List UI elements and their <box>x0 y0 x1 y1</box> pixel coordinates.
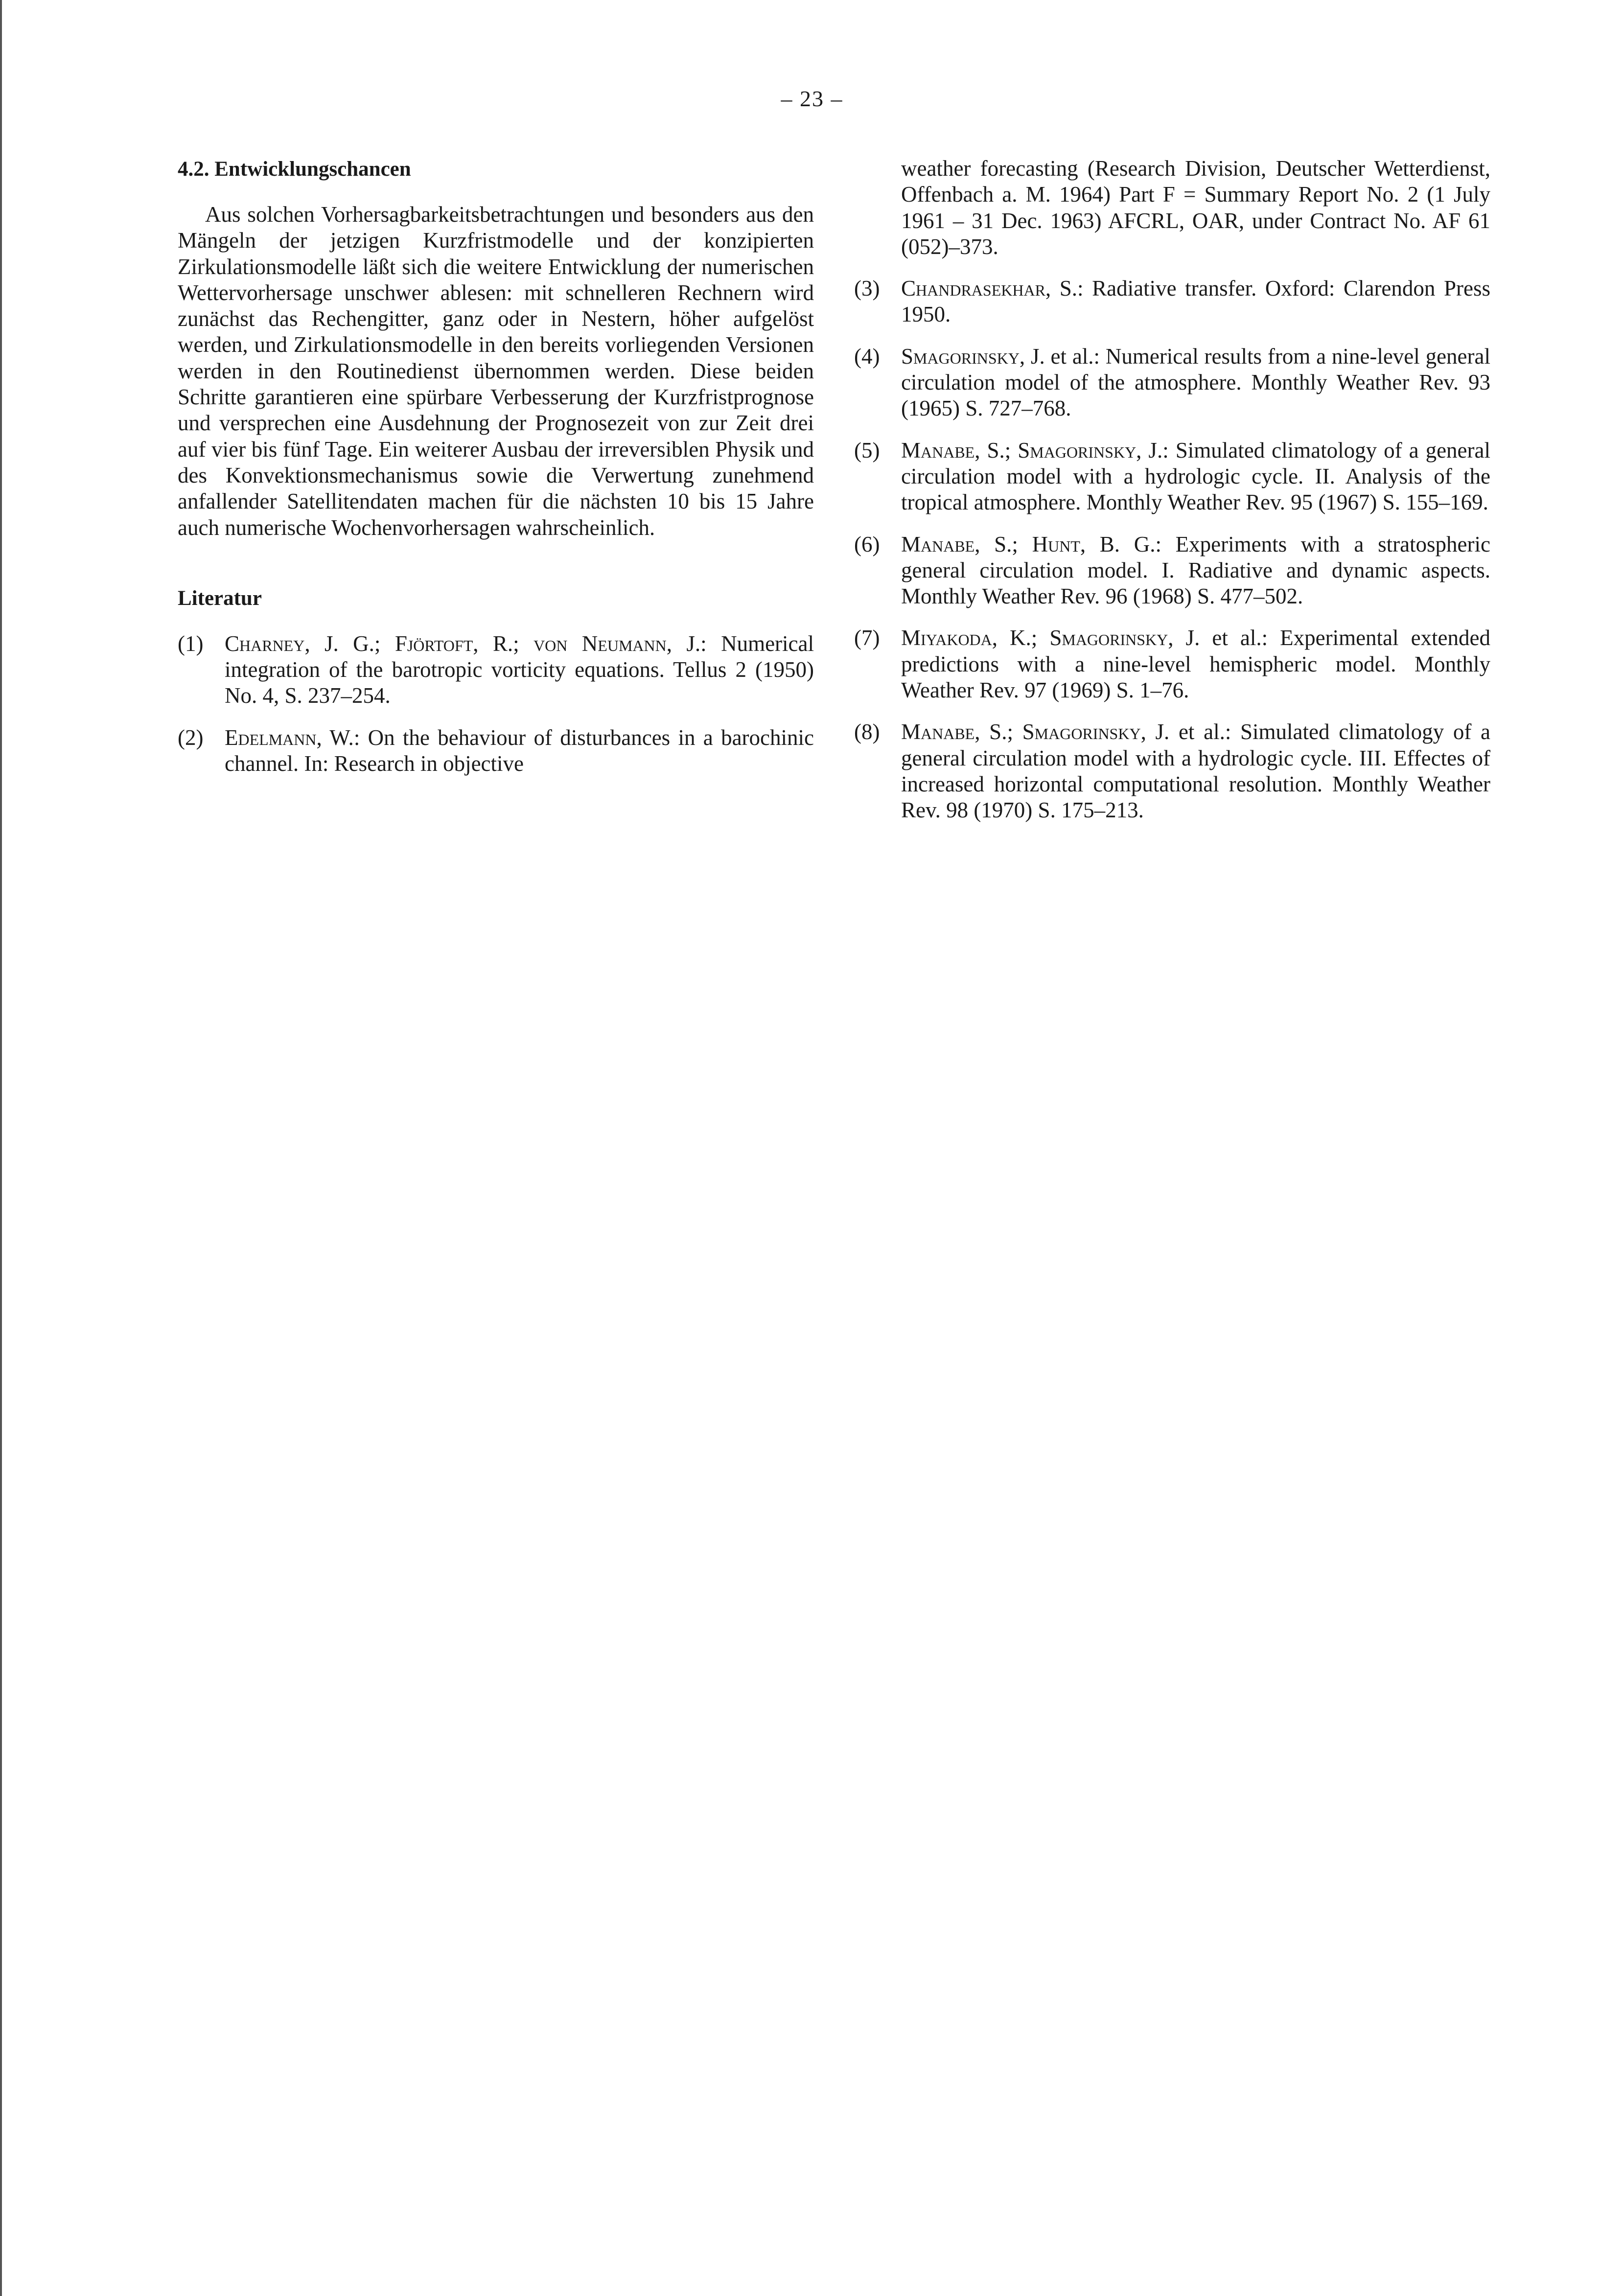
reference-item <box>854 719 1490 823</box>
reference-item <box>854 438 1490 516</box>
reference-authors: Edelmann, W. <box>225 725 354 750</box>
reference-details: : Experiments with a stratospheric general circulation model. I. Radiative and dynamic aspects. Monthly Weather Rev. 96 (1968) S. 477–502. <box>901 532 1490 609</box>
section-heading: 4.2. Entwicklungschancen <box>178 158 411 181</box>
reference-item <box>854 532 1490 610</box>
reference-text <box>901 344 1490 422</box>
reference-authors: Charney, J. G.; Fjörtoft, R.; von Neumann, J. <box>225 631 701 656</box>
reference-item <box>854 344 1490 422</box>
reference-text <box>901 625 1490 703</box>
reference-details: et al.: Numerical results from a nine-level general circulation model of the atmosphere. Monthly Weather Rev. 93 (1965) S. 727–768. <box>901 344 1490 421</box>
reference-number: (7) <box>854 626 880 650</box>
reference-text <box>901 719 1490 823</box>
reference-authors: Manabe, S.; Hunt, B. G. <box>901 532 1156 557</box>
literatur-heading: Literatur <box>178 586 262 610</box>
reference-item <box>854 276 1490 328</box>
reference-authors: Miyakoda, K.; Smagorinsky, J. <box>901 626 1200 650</box>
reference-continuation: weather forecasting (Research Division, Deutscher Wetterdienst, Offenbach a. M. 1964) Part F = Summary Report No. 2 (1 July 1961 – 31 Dec. 1963) AFCRL, OAR, under Contract No. AF 61 (052)–373. <box>901 156 1490 259</box>
reference-details: : Numerical integration of the barotropic vorticity equations. Tellus 2 (1950) No. 4, S. 237–254. <box>225 631 814 708</box>
reference-text <box>225 725 814 777</box>
reference-authors: Smagorinsky, J. <box>901 344 1045 369</box>
reference-text <box>901 532 1490 610</box>
right-column <box>854 156 1490 839</box>
reference-details: : Simulated climatology of a general circulation model with a hydrologic cycle. II. Analysis of the tropical atmosphere. Monthly Weather Rev. 95 (1967) S. 155–169. <box>901 438 1490 515</box>
reference-details: et al.: Experimental extended predictions with a nine-level hemispheric model. Monthly Weather Rev. 97 (1969) S. 1–76. <box>901 626 1490 703</box>
reference-number: (8) <box>854 719 880 744</box>
reference-details: et al.: Simulated climatology of a general circulation model with a hydrologic cycle. III. Effectes of increased horizontal computational resolution. Monthly Weather Rev. 98 (1970) S. 175–213. <box>901 719 1490 823</box>
reference-item <box>178 631 814 709</box>
reference-text <box>901 276 1490 328</box>
reference-authors: Chandrasekhar, S. <box>901 276 1078 301</box>
left-column <box>178 156 814 792</box>
reference-number: (1) <box>178 631 204 656</box>
reference-text <box>225 631 814 709</box>
reference-item <box>854 625 1490 703</box>
reference-number: (5) <box>854 438 880 463</box>
reference-authors: Manabe, S.; Smagorinsky, J. <box>901 438 1163 463</box>
reference-number: (2) <box>178 725 204 750</box>
left-margin-rule <box>0 0 2 2296</box>
reference-number: (6) <box>854 532 880 557</box>
reference-number: (3) <box>854 276 880 301</box>
reference-text <box>901 438 1490 516</box>
body-paragraph: Aus solchen Vorhersagbarkeitsbetrachtungen und besonders aus den Mängeln der jetzigen Kurzfristmodelle und der konzipierten Zirkulationsmodelle läßt sich die weitere Entwicklung der numerischen Wettervorhersage unschwer ablesen: mit schnelleren Rechnern wird zunächst das Rechengitter, ganz oder in Nestern, höher aufgelöst werden, und Zirkulationsmodelle in den bereits vorliegenden Versionen werden in den Routinedienst übernommen werden. Diese beiden Schritte garantieren eine spürbare Verbesserung der Kurzfristprognose und versprechen eine Ausdehnung der Prognosezeit von zur Zeit drei auf vier bis fünf Tage. Ein weiterer Ausbau der irreversiblen Physik und des Konvektionsmechanismus sowie die Verwertung zunehmend anfallender Satellitendaten machen für die nächsten 10 bis 15 Jahre auch numerische Wochenvorhersagen wahrscheinlich. <box>178 202 814 540</box>
reference-details: : Radiative transfer. Oxford: Clarendon Press 1950. <box>901 276 1490 327</box>
page-number: – 23 – <box>781 86 843 111</box>
reference-number: (4) <box>854 344 880 369</box>
reference-details: : On the behaviour of disturbances in a barochinic channel. In: Research in objective <box>225 725 814 776</box>
reference-item <box>178 725 814 777</box>
reference-authors: Manabe, S.; Smagorinsky, J. <box>901 719 1170 744</box>
